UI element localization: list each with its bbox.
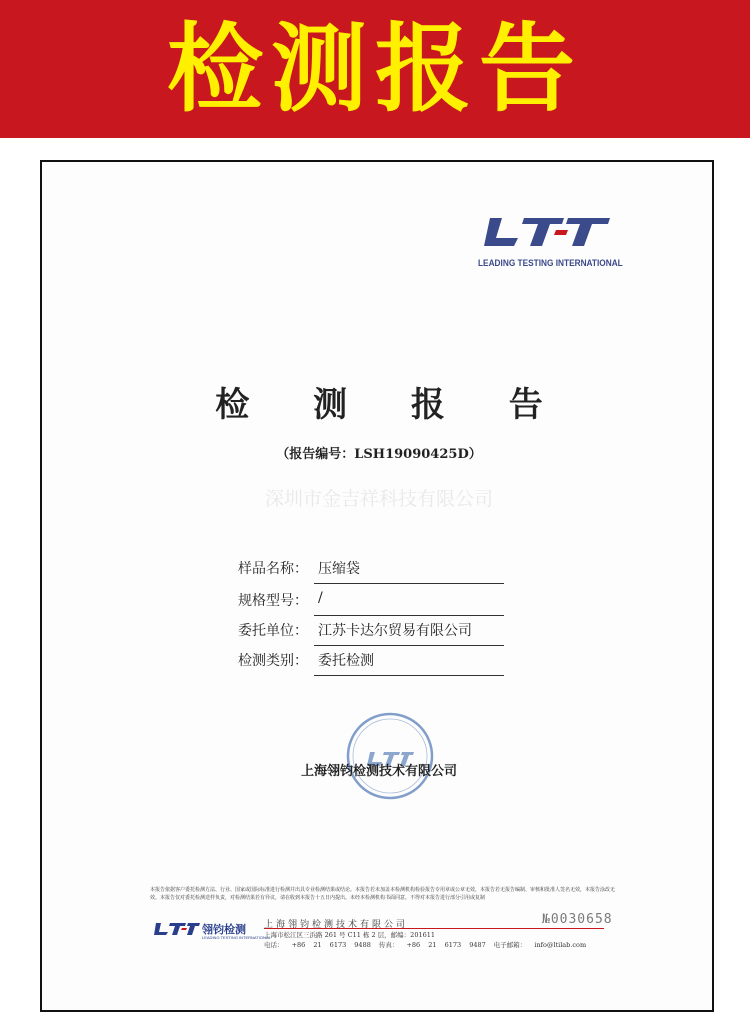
field-value: 江苏卡达尔贸易有限公司 [318, 623, 472, 639]
field-value: 压缩袋 [318, 561, 360, 577]
field-value: 委托检测 [318, 653, 374, 669]
field-value: / [318, 590, 323, 606]
disclaimer-text: 本报告依据客户委托检测方法、行业、国家或国际标准进行检测并出具专业检测结果或结论。本报告若未加盖本检测机构检验报告专用章或公章无效，本报告若无报告编制、审核和批准人签名无效，本报告涂改无效。本报告仅对委托检测送样负责，对检测结果若有异议，请在收到本报告十五日内提出。未经本检测机构书面同意，不得对本报告进行部分引用或复制 [150, 887, 616, 901]
logo-subtitle: LEADING TESTING INTERNATIONAL [478, 258, 623, 268]
field-client [238, 620, 508, 644]
issuer-name: 上海翎钧检测技术有限公司 [300, 764, 457, 779]
field-underline [314, 615, 504, 616]
field-model [238, 590, 508, 614]
field-label: 委托单位： [238, 623, 308, 639]
serial-number: №0030658 [542, 912, 613, 927]
report-title: 检 测 报 告 [215, 385, 569, 425]
report-document [40, 160, 714, 1012]
watermark-text: 深圳市金吉祥科技有限公司 [264, 488, 493, 510]
footer-brand: 翎钧检测 [202, 923, 246, 936]
banner-title: 检测报告 [167, 13, 583, 125]
footer-contact: 电话： +86 21 6173 9488 传真： +86 21 6173 9487 电子邮箱： info@ltilab.com [264, 941, 587, 949]
field-label: 样品名称： [238, 561, 308, 577]
field-label: 检测类别： [238, 653, 308, 669]
field-label: 规格型号： [238, 593, 308, 609]
field-underline [314, 645, 504, 646]
report-number: （报告编号：LSH19090425D） [276, 447, 482, 462]
footer-company: 上海翎钧检测技术有限公司 [264, 920, 409, 930]
official-seal-icon [344, 710, 436, 802]
field-sample-name [238, 558, 508, 582]
footer-brand-subtitle: LEADING TESTING INTERNATIONAL [202, 935, 271, 940]
lti-logo-icon [484, 208, 614, 252]
footer-divider [264, 928, 604, 929]
field-test-type [238, 650, 508, 674]
header-banner [0, 0, 750, 138]
footer-address: 上海市松江区三浜路 261 号 C11 栋 2 层，邮编：201611 [264, 931, 435, 939]
field-underline [314, 583, 504, 584]
field-underline [314, 675, 504, 676]
